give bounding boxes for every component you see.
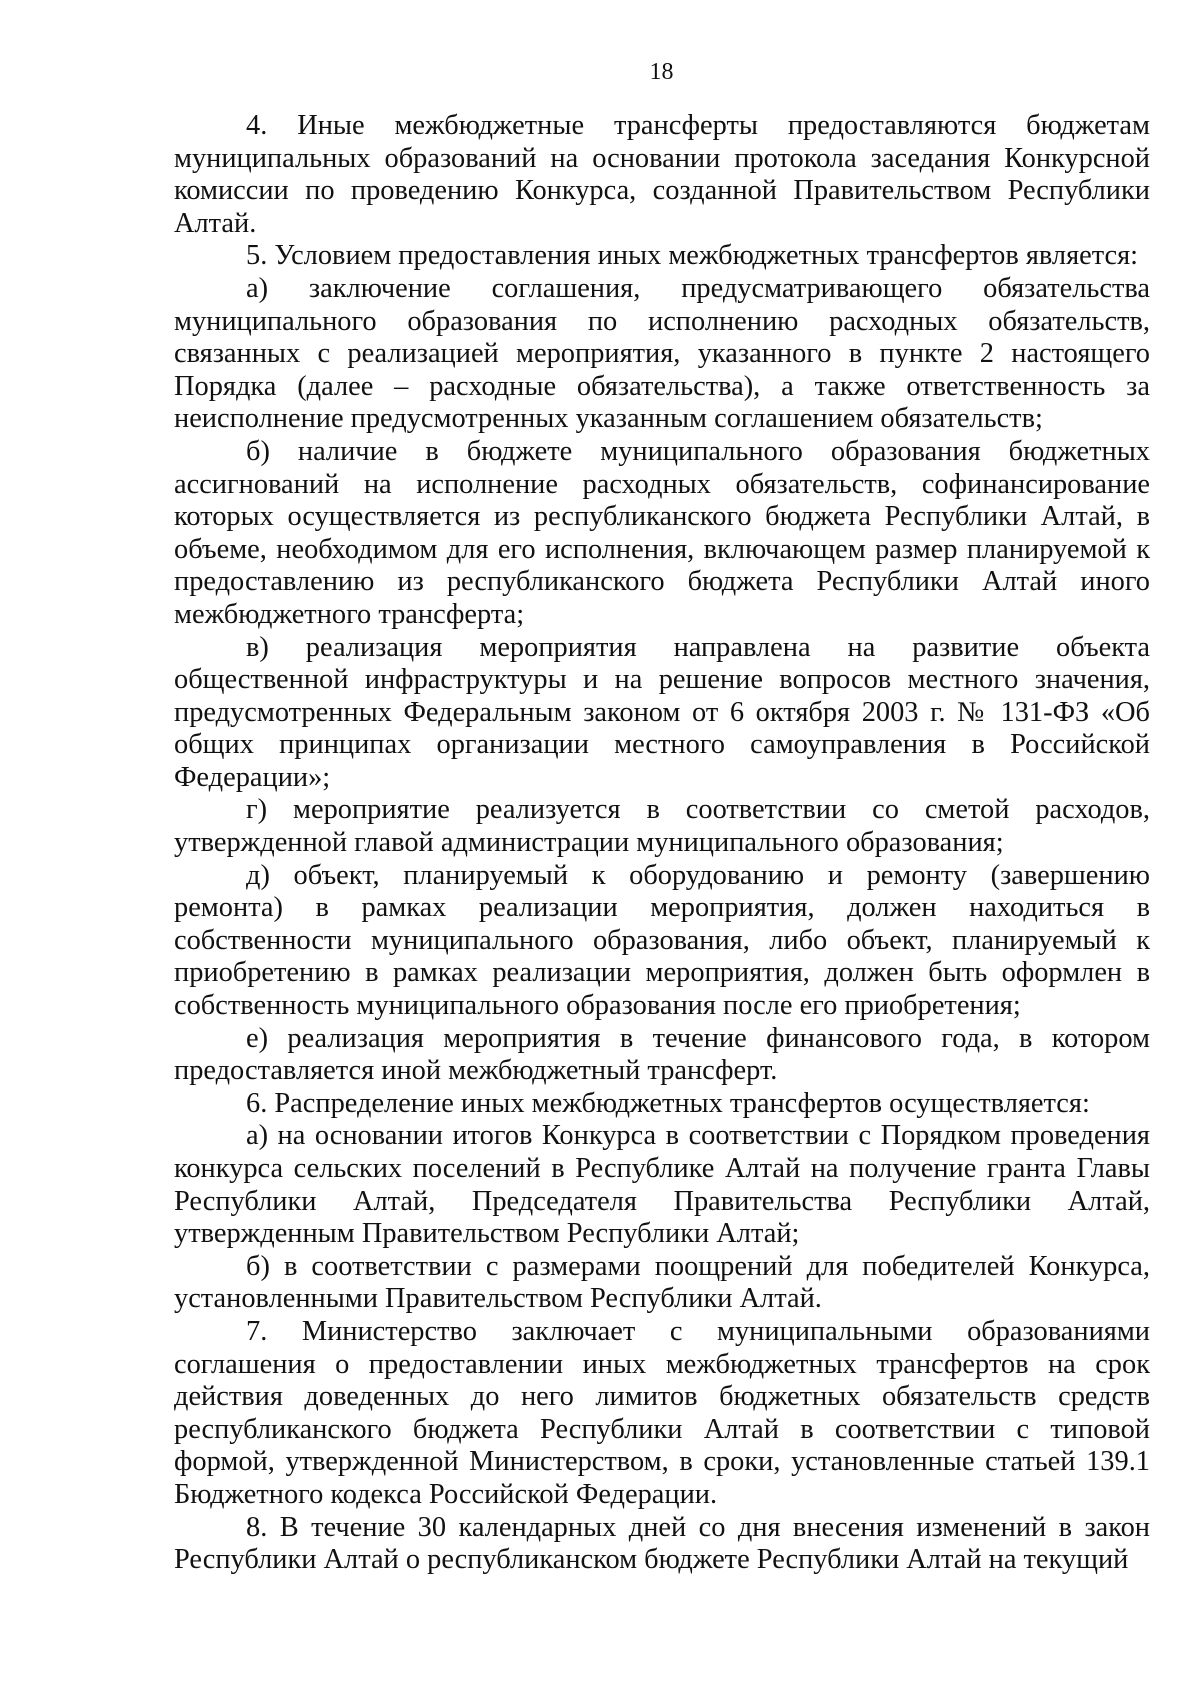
paragraph-6a: а) на основании итогов Конкурса в соответствии с Порядком проведения конкурса сельских поселений в Республике Алтай на получение гранта Главы Республики Алтай, Председателя Правительства Республики Алтай, утвержденным Правительством Республики Алтай; xyxy=(174,1120,1150,1250)
paragraph-5a: а) заключение соглашения, предусматривающего обязательства муниципального образования по исполнению расходных обязательств, связанных с реализацией мероприятия, указанного в пункте 2 настоящего Порядка (далее – расходные обязательства), а также ответственность за неисполнение предусмотренных указанным соглашением обязательств; xyxy=(174,272,1150,435)
paragraph-4: 4. Иные межбюджетные трансферты предоставляются бюджетам муниципальных образований на основании протокола заседания Конкурсной комиссии по проведению Конкурса, созданной Правительством Республики Алтай. xyxy=(174,110,1150,239)
document-body xyxy=(174,110,1150,1577)
paragraph-5e: е) реализация мероприятия в течение финансового года, в котором предоставляется иной межбюджетный трансферт. xyxy=(174,1022,1150,1087)
paragraph-6b: б) в соответствии с размерами поощрений для победителей Конкурса, установленными Правительством Республики Алтай. xyxy=(174,1250,1150,1315)
paragraph-5b: б) наличие в бюджете муниципального образования бюджетных ассигнований на исполнение расходных обязательств, софинансирование которых осуществляется из республиканского бюджета Республики Алтай, в объеме, необходимом для его исполнения, включающем размер планируемой к предоставлению из республиканского бюджета Республики Алтай иного межбюджетного трансферта; xyxy=(174,435,1150,630)
paragraph-5: 5. Условием предоставления иных межбюджетных трансфертов является: xyxy=(246,240,1139,272)
paragraph-8: 8. В течение 30 календарных дней со дня внесения изменений в закон Республики Алтай о республиканском бюджете Республики Алтай на текущий xyxy=(174,1511,1150,1576)
paragraph-6: 6. Распределение иных межбюджетных трансфертов осуществляется: xyxy=(246,1087,1090,1119)
page-number: 18 xyxy=(649,59,674,85)
paragraph-5d: д) объект, планируемый к оборудованию и ремонту (завершению ремонта) в рамках реализации мероприятия, должен находиться в собственности муниципального образования, либо объект, планируемый к приобретению в рамках реализации мероприятия, должен быть оформлен в собственность муниципального образования после его приобретения; xyxy=(174,859,1150,1022)
paragraph-5v: в) реализация мероприятия направлена на развитие объекта общественной инфраструктуры и на решение вопросов местного значения, предусмотренных Федеральным законом от 6 октября 2003 г. № 131-ФЗ «Об общих принципах организации местного самоуправления в Российской Федерации»; xyxy=(174,631,1150,793)
paragraph-7: 7. Министерство заключает с муниципальными образованиями соглашения о предоставлении иных межбюджетных трансфертов на срок действия доведенных до него лимитов бюджетных обязательств средств республиканского бюджета Республики Алтай в соответствии с типовой формой, утвержденной Министерством, в сроки, установленные статьей 139.1 Бюджетного кодекса Российской Федерации. xyxy=(174,1315,1150,1510)
paragraph-5g: г) мероприятие реализуется в соответствии со сметой расходов, утвержденной главой администрации муниципального образования; xyxy=(174,794,1150,859)
